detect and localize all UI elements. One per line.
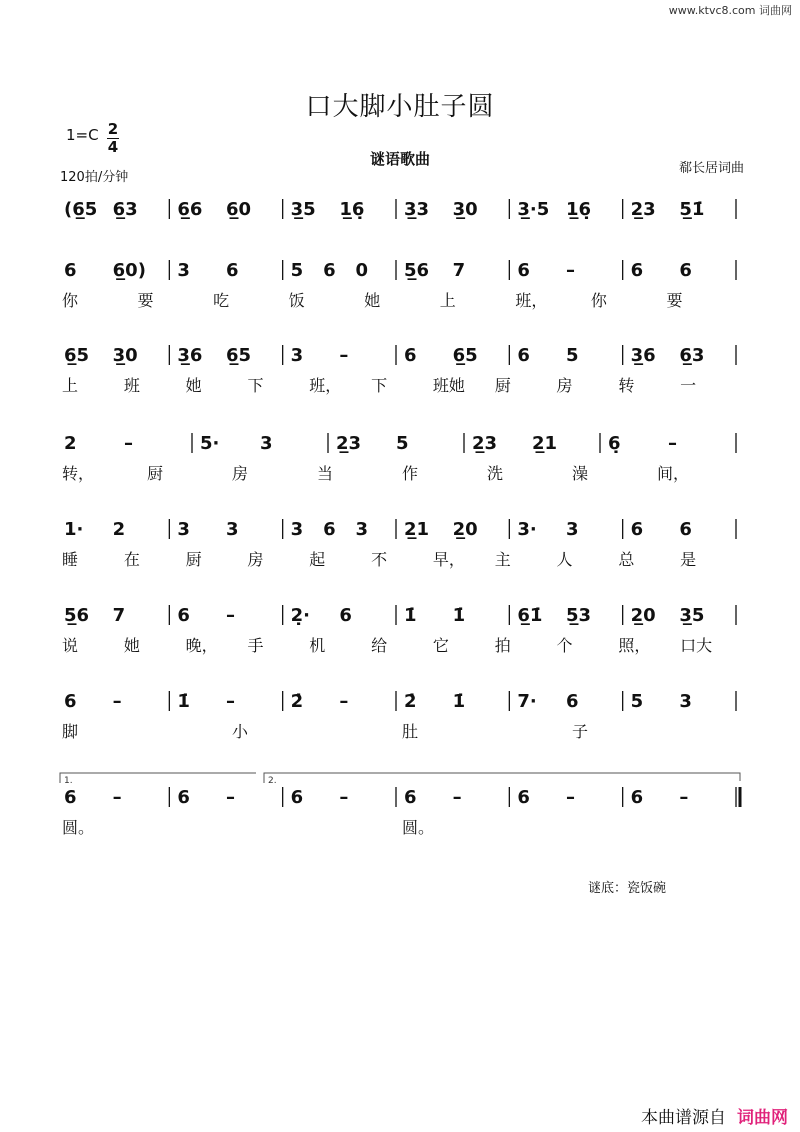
lyric: 下: [247, 376, 264, 395]
lyric: 转，: [62, 464, 95, 483]
lyric: 拍: [494, 636, 511, 655]
note: 3: [290, 519, 304, 540]
note: 3: [290, 345, 304, 366]
note: 6: [404, 345, 417, 366]
footer-source-label: 本曲谱源自: [641, 1108, 726, 1128]
lyric: 班，: [309, 376, 342, 395]
note: 1̲6̣: [566, 199, 592, 220]
note: 7·: [517, 691, 537, 712]
note: 1̇: [452, 691, 466, 712]
lyric: 你: [590, 291, 607, 310]
lyric: 圆。: [402, 818, 435, 837]
note: 2̇: [290, 691, 304, 712]
note: 5̲6: [64, 605, 90, 626]
lyric: 房: [556, 376, 573, 395]
note: –: [339, 345, 349, 366]
note: 3: [177, 260, 190, 281]
lyric: 机: [309, 636, 326, 655]
note: 6: [64, 691, 77, 712]
lyric: 澡: [572, 464, 589, 483]
note: 5: [566, 345, 579, 366]
note: 7: [112, 605, 126, 626]
lyric: 转: [618, 376, 635, 395]
note: 6̲5: [226, 345, 252, 366]
lyric: 上: [62, 376, 79, 395]
note: 3̲·5: [517, 199, 550, 220]
note: 6: [64, 787, 77, 808]
lyric: 晚，: [185, 636, 218, 655]
lyric: 照，: [618, 636, 651, 655]
note: –: [566, 787, 575, 808]
note: 7: [452, 260, 466, 281]
note: 2̲3: [336, 433, 362, 454]
note: 6: [566, 691, 579, 712]
note: 5̲6: [404, 260, 430, 281]
lyric: 小: [232, 722, 249, 741]
lyric: 房: [247, 550, 264, 569]
note: –: [226, 787, 235, 808]
lyric: 班她: [432, 376, 465, 395]
lyric: 她: [123, 636, 140, 655]
note: 6̲5: [452, 345, 478, 366]
time-signature-top: 2: [107, 120, 119, 138]
lyric: 班: [123, 376, 140, 395]
note: 2: [64, 433, 77, 454]
note: 3̲6: [177, 345, 203, 366]
note: 3̲0: [452, 199, 478, 220]
note: –: [226, 605, 235, 626]
note: 1·: [64, 519, 84, 540]
note: 3: [355, 519, 369, 540]
lyricist-composer-credit: 郗长居词曲: [678, 161, 744, 176]
volta-label: 1.: [64, 776, 73, 786]
note: –: [339, 691, 349, 712]
note: 2̲3: [630, 199, 656, 220]
lyric: 洗: [487, 464, 504, 483]
lyric: 起: [309, 550, 326, 569]
note: –: [339, 787, 349, 808]
lyric: 下: [371, 376, 388, 395]
note: 6: [630, 260, 644, 281]
note: 6: [64, 260, 77, 281]
note: 6: [517, 260, 530, 281]
note: –: [112, 787, 122, 808]
note: 5·: [200, 433, 220, 454]
note: 6̣: [608, 433, 621, 454]
lyric: 子: [572, 722, 589, 741]
note: 3·: [517, 519, 537, 540]
note: 6̲3: [679, 345, 705, 366]
lyric: 睡: [62, 550, 79, 569]
note: 0: [355, 260, 369, 281]
lyric: 她: [185, 376, 202, 395]
note: –: [679, 787, 689, 808]
note: 3: [679, 691, 692, 712]
key-signature: 1=C: [66, 126, 99, 144]
note: 6: [323, 260, 336, 281]
note: 6: [679, 260, 692, 281]
note: 5: [396, 433, 409, 454]
lyric: 圆。: [62, 818, 95, 837]
note: 1̲6̣: [339, 199, 365, 220]
note: (6̲5: [64, 199, 98, 220]
note: 6̲5: [64, 345, 90, 366]
time-signature-bottom: 4: [107, 138, 119, 156]
lyric: 要: [666, 291, 683, 310]
lyric: 在: [123, 550, 140, 569]
note: 5̲1̇: [679, 199, 705, 220]
note: 3: [226, 519, 239, 540]
lyric: 人: [556, 550, 573, 569]
note: 6: [339, 605, 352, 626]
note: 3̲3: [404, 199, 430, 220]
lyric: 脚: [62, 722, 79, 741]
note: 6: [177, 787, 190, 808]
footer-brand-logo: 词曲网: [737, 1108, 788, 1128]
note: 6̲1̇: [517, 605, 543, 626]
note: 6̲6: [177, 199, 203, 220]
note: –: [124, 433, 133, 454]
lyric: 房: [232, 464, 249, 483]
note: 3: [566, 519, 579, 540]
note: 2̣·: [290, 605, 311, 626]
lyric: 上: [439, 291, 456, 310]
note: 5: [630, 691, 644, 712]
note: 1̇: [452, 605, 466, 626]
note: 6: [679, 519, 692, 540]
lyric: 早，: [432, 550, 465, 569]
lyric: 班，: [515, 291, 548, 310]
song-title: 口大脚小肚子圆: [305, 92, 495, 122]
lyric: 当: [317, 464, 334, 483]
note: 6̲3: [112, 199, 138, 220]
lyric: 吃: [213, 291, 230, 310]
note: 6: [323, 519, 336, 540]
lyric: 总: [618, 550, 635, 569]
lyric: 个: [556, 636, 573, 655]
note: 2̇: [404, 691, 417, 712]
lyric: 肚: [402, 722, 419, 741]
lyric: 厨: [185, 550, 202, 569]
lyric: 要: [137, 291, 154, 310]
note: 5: [290, 260, 304, 281]
note: 6: [630, 519, 644, 540]
note: 2: [112, 519, 126, 540]
note: –: [452, 787, 462, 808]
watermark-url: www.ktvc8.com 词曲网: [668, 4, 792, 17]
note: 5̲3: [566, 605, 592, 626]
volta-bracket: [60, 773, 256, 783]
note: –: [566, 260, 575, 281]
note: 6̲0: [226, 199, 252, 220]
note: 2̲0: [452, 519, 478, 540]
lyric: 她: [364, 291, 381, 310]
lyric: 你: [62, 291, 79, 310]
note: 6: [517, 787, 530, 808]
lyric: 主: [494, 550, 511, 569]
note: 3: [260, 433, 273, 454]
lyric: 厨: [494, 376, 511, 395]
note: 2̲1: [404, 519, 430, 540]
lyric: 手: [247, 636, 264, 655]
note: 6: [630, 787, 644, 808]
lyric: 说: [62, 636, 79, 655]
song-subtitle: 谜语歌曲: [369, 150, 430, 168]
note: –: [668, 433, 677, 454]
lyric: 饭: [288, 291, 305, 310]
note: –: [112, 691, 122, 712]
note: 3̲0: [112, 345, 138, 366]
note: 6̲0): [112, 260, 146, 281]
note: 2̲3: [472, 433, 498, 454]
note: 6: [404, 787, 417, 808]
note: 6: [517, 345, 530, 366]
note: –: [226, 691, 235, 712]
note: 2̲1: [532, 433, 558, 454]
lyric: 给: [371, 636, 388, 655]
note: 1̇: [404, 605, 417, 626]
note: 2̲0: [630, 605, 656, 626]
note: 3: [177, 519, 190, 540]
note: 6: [226, 260, 239, 281]
note: 3̲5: [679, 605, 705, 626]
lyric: 不: [371, 550, 388, 569]
volta-label: 2.: [268, 776, 277, 786]
lyric: 一: [680, 376, 697, 395]
tempo-marking: 120拍/分钟: [60, 170, 129, 185]
lyric: 间，: [657, 464, 690, 483]
lyric: 厨: [147, 464, 164, 483]
note: 1̇: [177, 691, 190, 712]
lyric: 口大: [680, 636, 713, 655]
volta-bracket: [264, 773, 740, 783]
note: 6: [177, 605, 190, 626]
note: 6: [290, 787, 304, 808]
note: 3̲5: [290, 199, 316, 220]
note: 3̲6: [630, 345, 656, 366]
lyric: 是: [680, 550, 697, 569]
lyric: 它: [432, 636, 449, 655]
lyric: 作: [402, 464, 419, 483]
riddle-answer: 谜底：瓷饭碗: [588, 881, 667, 896]
